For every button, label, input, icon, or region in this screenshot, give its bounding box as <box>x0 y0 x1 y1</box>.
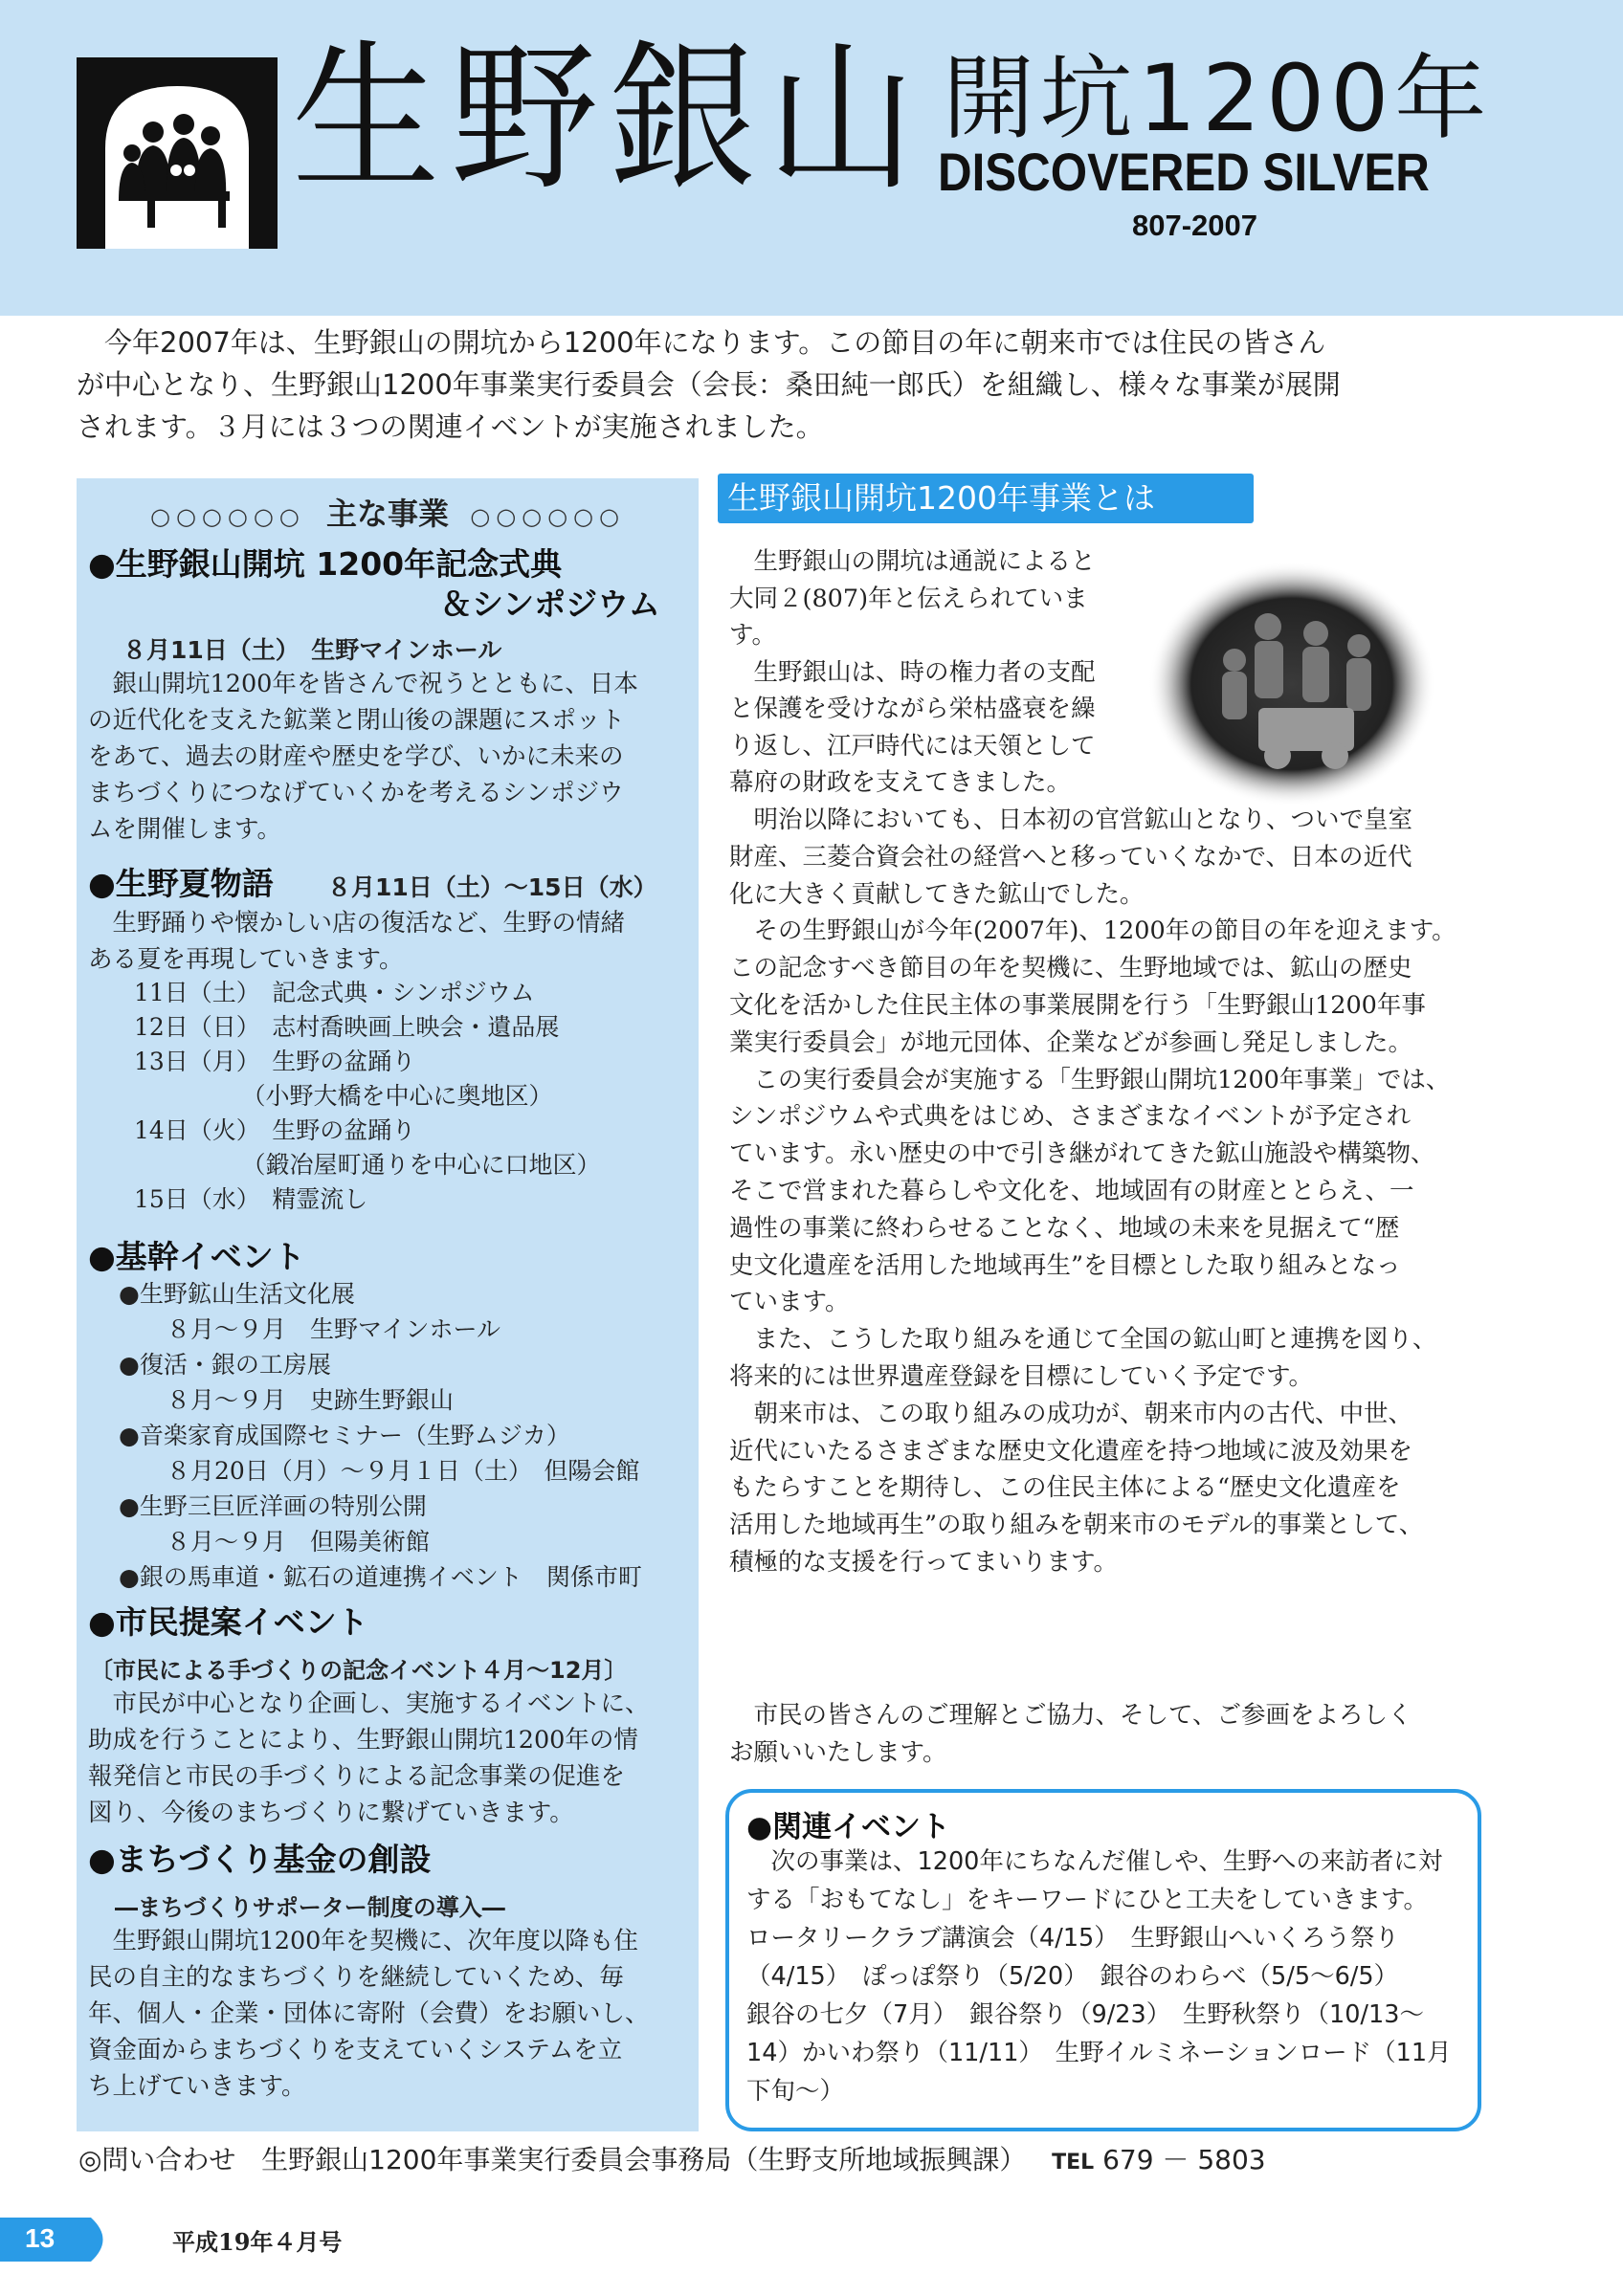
text-line: 銀谷の七夕（7月） 銀谷祭り（9/23） 生野秋祭り（10/13～ <box>746 2000 1424 2029</box>
section-title-fund: ●まちづくり基金の創設 <box>88 1841 432 1878</box>
text-line: 報発信と市民の手づくりによる記念事業の促進を <box>88 1762 626 1791</box>
text-line: 近代にいたるさまざまな歴史文化遺産を持つ地域に波及効果を <box>729 1436 1413 1466</box>
heading-ornament: ○○○○○○ <box>470 503 625 530</box>
mine-tunnel-icon <box>77 57 278 249</box>
text-line: をあて、過去の財産や歴史を学び、いかに未来の <box>88 742 624 771</box>
text-line: 下旬～） <box>746 2077 845 2106</box>
heading-ornament: ○○○○○○ <box>150 503 305 530</box>
text-line: 助成を行うことにより、生野銀山開坑1200年の情 <box>88 1726 638 1755</box>
issue-date: 平成19年４月号 <box>172 2228 343 2256</box>
schedule-item: 11日（土） 記念式典・シンポジウム <box>134 979 535 1006</box>
ceremony-date: ８月11日（土） 生野マインホール <box>122 636 502 664</box>
schedule-item: 12日（日） 志村喬映画上映会・遺品展 <box>134 1013 560 1041</box>
text-line: お願いいたします。 <box>729 1737 947 1767</box>
tel-number: 679 － 5803 <box>1102 2144 1266 2175</box>
text-line: 14）かいわ祭り（11/11） 生野イルミネーションロード（11月 <box>746 2039 1452 2067</box>
text-line: 業実行委員会」が地元団体、企業などが参画し発足しました。 <box>729 1027 1413 1057</box>
text-line: 市民の皆さんのご理解とご協力、そして、ご参画をよろしく <box>729 1701 1412 1730</box>
page-number: 13 <box>25 2223 56 2253</box>
list-item: ●生野三巨匠洋画の特別公開 <box>119 1492 427 1520</box>
text-line: ています。 <box>729 1288 850 1317</box>
related-events-box <box>725 1789 1481 2131</box>
text-line: 図り、今後のまちづくりに繋げていきます。 <box>88 1799 574 1827</box>
contact-line <box>78 2139 1266 2177</box>
text-line: 史文化遺産を活用した地域再生”を目標とした取り組みとなっ <box>729 1250 1401 1280</box>
text-line: 積極的な支援を行ってまいります。 <box>729 1547 1118 1577</box>
fund-body <box>88 1923 689 2105</box>
list-item: ●生野鉱山生活文化展 <box>119 1280 355 1308</box>
contact-organization: 生野銀山1200年事業実行委員会事務局（生野支所地域振興課） <box>261 2144 1027 2175</box>
text-line: 明治以降においても、日本初の官営鉱山となり、ついで皇室 <box>729 806 1413 834</box>
text-line: また、こうした取り組みを通じて全国の鉱山町と連携を図り、 <box>729 1325 1437 1355</box>
related-events-title: ●関連イベント <box>746 1810 951 1844</box>
text-line: する「おもてなし」をキーワードにひと工夫をしていきます。 <box>746 1886 1428 1914</box>
historic-miners-photo <box>1144 555 1440 813</box>
text-line: 生野踊りや懐かしい店の復活など、生野の情緒 <box>88 909 626 938</box>
text-line: ムを開催します。 <box>88 815 281 844</box>
citizen-subtitle: 〔市民による手づくりの記念イベント４月～12月〕 <box>90 1657 628 1684</box>
title-english: DISCOVERED SILVER <box>938 142 1430 202</box>
intro-line: が中心となり、生野銀山1200年事業実行委員会（会長：桑田純一郎氏）を組織し、様々な事業が展開 <box>77 368 1341 401</box>
text-line: 大同２(807)年と伝えられていま <box>729 584 1088 613</box>
text-line: と保護を受けながら栄枯盛衰を繰 <box>729 695 1096 723</box>
page-tab-shape <box>0 2218 115 2262</box>
text-line: ある夏を再現していきます。 <box>88 945 404 974</box>
project-description <box>729 802 1504 1581</box>
fund-subtitle: ―まちづくりサポーター制度の導入― <box>115 1894 505 1921</box>
schedule-item: 14日（火） 生野の盆踊り <box>134 1116 416 1144</box>
title-kanji: 生野銀山 <box>292 25 926 212</box>
text-line: 朝来市は、この取り組みの成功が、朝来市内の古代、中世、 <box>729 1399 1413 1428</box>
list-item: ８月～９月 生野マインホール <box>119 1315 501 1343</box>
schedule-item: 13日（月） 生野の盆踊り <box>134 1048 416 1075</box>
text-line: 文化を活かした住民主体の事業展開を行う「生野銀山1200年事 <box>729 990 1426 1020</box>
list-item: ●銀の馬車道・鉱石の道連携イベント 関係市町 <box>119 1563 642 1591</box>
text-line: 民の自主的なまちづくりを継続していくため、毎 <box>88 1963 624 1992</box>
text-line: 銀山開坑1200年を皆さんで祝うとともに、日本 <box>88 670 638 698</box>
list-item: ８月～９月 但陽美術館 <box>119 1528 431 1556</box>
text-line: 過性の事業に終わらせることなく、地域の未来を見据えて“歴 <box>729 1213 1400 1243</box>
text-line: ています。永い歴史の中で引き継がれてきた鉱山施設や構築物、 <box>729 1139 1435 1169</box>
schedule-item: （鍛冶屋町通りを中心に口地区） <box>134 1151 601 1179</box>
text-line: 市民が中心となり企画し、実施するイベントに、 <box>88 1689 650 1718</box>
text-line: シンポジウムや式典をはじめ、さまざまなイベントが予定され <box>729 1102 1412 1132</box>
section-title-summer: ●生野夏物語 <box>88 865 274 902</box>
text-line: ち上げていきます。 <box>88 2072 306 2101</box>
ceremony-body <box>88 666 689 848</box>
text-line: 年、個人・企業・団体に寄附（会費）をお願いし、 <box>88 1999 650 2028</box>
schedule-item: 15日（水） 精霊流し <box>134 1185 368 1213</box>
schedule-item: （小野大橋を中心に奥地区） <box>134 1082 553 1110</box>
summer-schedule <box>134 976 601 1217</box>
title-years: 807-2007 <box>1132 209 1258 242</box>
text-line: この記念すべき節目の年を契機に、生野地域では、鉱山の歴史 <box>729 954 1412 983</box>
summer-dates: ８月11日（土）～15日（水） <box>327 873 657 901</box>
text-line: もたらすことを期待し、この住民主体による“歴史文化遺産を <box>729 1473 1401 1503</box>
intro-paragraph <box>77 321 1483 448</box>
right-section-banner: 生野銀山開坑1200年事業とは <box>718 474 1254 523</box>
section-title-citizen: ●市民提案イベント <box>88 1603 368 1641</box>
list-item: ８月～９月 史跡生野銀山 <box>119 1386 455 1414</box>
text-line: 資金面からまちづくりを支えていくシステムを立 <box>88 2036 623 2064</box>
page-number-badge <box>0 2218 115 2262</box>
text-line: 生野銀山の開坑は通説によると <box>729 547 1096 576</box>
panel-title: 主な事業 <box>325 496 449 532</box>
text-line: この実行委員会が実施する「生野銀山開坑1200年事業」では、 <box>729 1065 1451 1094</box>
text-line: 活用した地域再生”の取り組みを朝来市のモデル的事業として、 <box>729 1511 1424 1540</box>
text-line: 生野銀山開坑1200年を契機に、次年度以降も住 <box>88 1927 638 1955</box>
text-line: り返し、江戸時代には天領として <box>729 731 1096 761</box>
list-item: ●音楽家育成国際セミナー（生野ムジカ） <box>119 1422 570 1449</box>
related-events-body <box>746 1843 1464 2110</box>
panel-heading <box>77 490 699 534</box>
core-events-list <box>119 1276 642 1595</box>
main-events-panel <box>77 478 699 2131</box>
section-title-core-events: ●基幹イベント <box>88 1238 305 1275</box>
text-line: ロータリークラブ講演会（4/15） 生野銀山へいくろう祭り <box>746 1924 1400 1953</box>
intro-narrow-text <box>729 543 1141 802</box>
contact-label: ◎問い合わせ <box>78 2144 236 2175</box>
section-title-ceremony: ●生野銀山開坑 1200年記念式典 <box>88 545 563 583</box>
text-line: 化に大きく貢献してきた鉱山でした。 <box>729 879 1145 909</box>
list-item: ８月20日（月）～９月１日（土） 但陽会館 <box>119 1457 640 1485</box>
text-line: 次の事業は、1200年にちなんだ催しや、生野への来訪者に対 <box>746 1847 1443 1876</box>
miners-photo-image <box>1144 555 1440 813</box>
intro-line: されます。３月には３つの関連イベントが実施されました。 <box>77 410 824 443</box>
closing-text <box>729 1697 1504 1771</box>
text-line: 将来的には世界遺産登録を目標にしていく予定です。 <box>729 1361 1313 1391</box>
tel-label: TEL <box>1052 2151 1095 2175</box>
text-line: その生野銀山が今年(2007年)、1200年の節目の年を迎えます。 <box>729 916 1456 946</box>
citizen-body <box>88 1686 689 1831</box>
section-title-ceremony-2: ＆シンポジウム <box>440 585 660 623</box>
title-anniversary: 開坑1200年 <box>943 45 1493 152</box>
intro-line: 今年2007年は、生野銀山の開坑から1200年になります。この節目の年に朝来市では住民の皆さん <box>77 326 1326 359</box>
text-line: そこで営まれた暮らしや文化を、地域固有の財産ととらえ、一 <box>729 1176 1414 1205</box>
text-line: 生野銀山は、時の権力者の支配 <box>729 657 1096 687</box>
text-line: す。 <box>729 621 776 650</box>
text-line: 財産、三菱合資会社の経営へと移っていくなかで、日本の近代 <box>729 842 1412 872</box>
text-line: （4/15） ぽっぽ祭り（5/20） 銀谷のわらべ（5/5～6/5） <box>746 1962 1399 1991</box>
text-line: まちづくりにつなげていくかを考えるシンポジウ <box>88 779 624 807</box>
list-item: ●復活・銀の工房展 <box>119 1351 331 1379</box>
mine-logo <box>77 57 278 249</box>
summer-body <box>88 905 689 978</box>
text-line: 幕府の財政を支えてきました。 <box>729 768 1072 797</box>
text-line: の近代化を支えた鉱業と閉山後の課題にスポット <box>88 706 626 735</box>
